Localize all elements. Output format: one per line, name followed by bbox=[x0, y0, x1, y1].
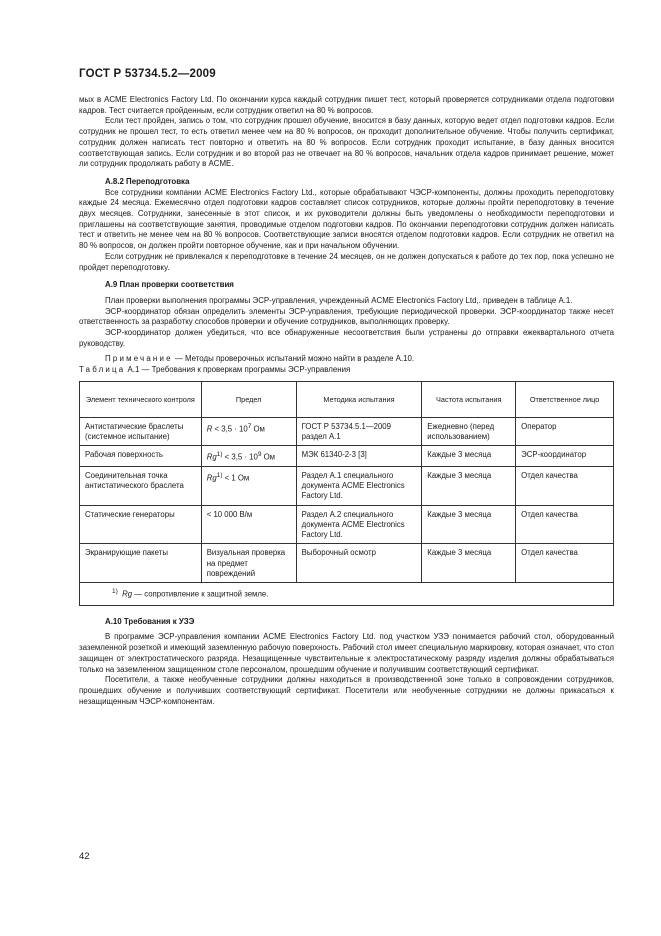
table-row bbox=[80, 505, 614, 544]
footnote-mark: 1) bbox=[112, 587, 118, 595]
cell-method: МЭК 61340-2-3 [3] bbox=[296, 446, 422, 467]
section-heading-a10: А.10 Требования к УЗЭ bbox=[105, 616, 195, 626]
limit-exponent: 7 bbox=[247, 422, 252, 430]
paragraph: Посетители, а также необученные сотрудники должны находиться в производственной зоне только в сопровождении сотрудников, прошедших обучение и получивших соответствующий сертификат. Посетители или необученные сотрудники не должны прикасаться к незащищенным ЧЭСР-компонентам. bbox=[79, 675, 614, 706]
note bbox=[79, 354, 614, 365]
cell-frequency: Каждые 3 месяца bbox=[422, 505, 516, 544]
section-heading-a82: А.8.2 Переподготовка bbox=[105, 176, 190, 186]
cell-method: Выборочный осмотр bbox=[296, 544, 422, 583]
limit-variable: Rg bbox=[206, 473, 217, 483]
note-label: Примечание bbox=[105, 354, 173, 364]
footnote-ref: 1) bbox=[216, 451, 223, 459]
document-body bbox=[79, 95, 614, 707]
cell-responsible: Отдел качества bbox=[516, 467, 614, 506]
cell-frequency: Каждые 3 месяца bbox=[422, 446, 516, 467]
cell-element: Экранирующие пакеты bbox=[80, 544, 202, 583]
limit-unit: Ом bbox=[251, 424, 265, 434]
cell-limit: < 10 000 В/м bbox=[201, 505, 296, 544]
cell-element: Антистатические браслеты (системное испытание) bbox=[80, 417, 202, 445]
table-caption-label: Таблица bbox=[79, 365, 126, 375]
paragraph: В программе ЭСР-управления компании ACME Electronics Factory Ltd. под участком УЗЭ понимается рабочий стол, оборудованный заземленной розеткой и имеющий заземленную рабочую поверхность. Рабочий стол имеет специальную маркировку, которая означает, что стол защищен от электростатического разряда. Незащищенные чувствительные к электростатическому разряду изделия должны обрабатываться только на заземленном защищенном столе персоналом, прошедшим обучение и получившим соответствующий сертификат. bbox=[79, 632, 614, 674]
table-footnote bbox=[80, 582, 614, 605]
cell-limit: Визуальная проверка на предмет повреждений bbox=[201, 544, 296, 583]
cell-method: Раздел А.1 специального документа ACME Electronics Factory Ltd. bbox=[296, 467, 422, 506]
table-row bbox=[80, 544, 614, 583]
document-header: ГОСТ Р 53734.5.2—2009 bbox=[79, 68, 216, 80]
cell-limit bbox=[201, 446, 296, 467]
cell-limit bbox=[201, 467, 296, 506]
limit-unit: Ом bbox=[261, 452, 276, 462]
paragraph: мых в ACME Electronics Factory Ltd. По окончании курса каждый сотрудник пишет тест, который проверяется сотрудниками отдела подготовки кадров. Тест считается пройденным, если сотрудник ответил на 80 % вопросов. bbox=[79, 95, 614, 115]
table-row bbox=[80, 467, 614, 506]
cell-method: ГОСТ Р 53734.5.1—2009 раздел А.1 bbox=[296, 417, 422, 445]
limit-variable: Rg bbox=[206, 452, 217, 462]
note-text: — Методы проверочных испытаний можно найти в разделе А.10. bbox=[172, 354, 415, 364]
paragraph: ЭСР-координатор должен убедиться, что все обнаруженные несоответствия были устранены до отправки ежеквартального отчета руководству. bbox=[79, 328, 614, 348]
cell-method: Раздел А.2 специального документа ACME Electronics Factory Ltd. bbox=[296, 505, 422, 544]
column-header: Ответственное лицо bbox=[516, 381, 614, 417]
cell-frequency: Ежедневно (перед использованием) bbox=[422, 417, 516, 445]
footnote-text: — сопротивление к защитной земле. bbox=[132, 589, 269, 599]
cell-responsible: Отдел качества bbox=[516, 505, 614, 544]
paragraph: Если сотрудник не привлекался к переподготовке в течение 24 месяцев, он не должен допускаться к работе до тех пор, пока успешно не пройдет переподготовку. bbox=[79, 251, 614, 272]
table-caption-text: А.1 — Требования к проверкам программы ЭСР-управления bbox=[125, 365, 351, 375]
paragraph: Если тест пройден, запись о том, что сотрудник прошел обучение, вносится в базу данных, которую ведет отдел подготовки кадров. Если сотрудник не прошел тест, то есть ответил менее чем на 80 % вопросов, он проходит дополнительное обучение. Чтобы получить сертификат, сотрудник должен написать тест повторно и ответить на 80 % вопросов. Если сотрудник проходит испытание, в базу данных вносится соответствующая запись. Если сотрудник и во второй раз не отвечает на 80 % вопросов, начальник отдела кадров принимает решение, может ли сотрудник продолжать работу в ACME. bbox=[79, 116, 614, 169]
cell-frequency: Каждые 3 месяца bbox=[422, 467, 516, 506]
requirements-table bbox=[79, 381, 614, 606]
column-header: Элемент технического контроля bbox=[80, 381, 202, 417]
limit-variable: R bbox=[206, 424, 213, 434]
table-footnote-row bbox=[80, 582, 614, 605]
limit-exponent: 9 bbox=[257, 451, 262, 459]
table-row bbox=[80, 417, 614, 445]
cell-element: Статические генераторы bbox=[80, 505, 202, 544]
paragraph: Все сотрудники компании ACME Electronics Factory Ltd., которые обрабатывают ЧЭСР-компоненты, должны проходить переподготовку каждые 24 месяца. Ежемесячно отдел подготовки кадров составляет список сотрудников, которые должны пройти переподготовку в течение двух месяцев. Сотрудники, занесенные в этот список, и их руководители должны быть уведомлены о необходимости переподготовки и приглашены на соответствующие занятия, проводимые отделом подготовки кадров. По окончании переподготовки сотрудник должен написать тест и ответить не менее чем на 80 % вопросов. Соответствующие записи вносятся отделом подготовки кадров. Если сотрудник не ответил на 80 % вопросов, он должен пройти повторное обучение, как и при начальном обучении. bbox=[79, 187, 614, 251]
limit-text: < 3,5 · 10 bbox=[212, 424, 248, 434]
page-number: 42 bbox=[79, 851, 90, 862]
footnote-ref: 1) bbox=[216, 472, 223, 480]
table-row bbox=[80, 446, 614, 467]
column-header: Методика испытания bbox=[296, 381, 422, 417]
footnote-variable: Rg bbox=[122, 589, 133, 599]
cell-responsible: Оператор bbox=[516, 417, 614, 445]
limit-text: < 1 Ом bbox=[222, 473, 250, 483]
limit-text: < 3,5 · 10 bbox=[222, 452, 258, 462]
cell-frequency: Каждые 3 месяца bbox=[422, 544, 516, 583]
table-header-row bbox=[80, 381, 614, 417]
column-header: Предел bbox=[201, 381, 296, 417]
cell-limit bbox=[201, 417, 296, 445]
paragraph: ЭСР-координатор обязан определить элементы ЭСР-управления, требующие периодической проверки. ЭСР-координатор также несет ответственность за разработку способов проверки и обучение сотрудников, выполняющих проверку. bbox=[79, 306, 614, 327]
column-header: Частота испытания bbox=[422, 381, 516, 417]
paragraph: План проверки выполнения программы ЭСР-управления, учрежденный ACME Electronics Factory Ltd,. приведен в таблице А.1. bbox=[105, 295, 573, 305]
cell-responsible: Отдел качества bbox=[516, 544, 614, 583]
cell-responsible: ЭСР-координатор bbox=[516, 446, 614, 467]
table-caption bbox=[79, 365, 614, 376]
cell-element: Соединительная точка антистатического браслета bbox=[80, 467, 202, 506]
cell-element: Рабочая поверхность bbox=[80, 446, 202, 467]
section-heading-a9: А.9 План проверки соответствия bbox=[105, 280, 234, 290]
